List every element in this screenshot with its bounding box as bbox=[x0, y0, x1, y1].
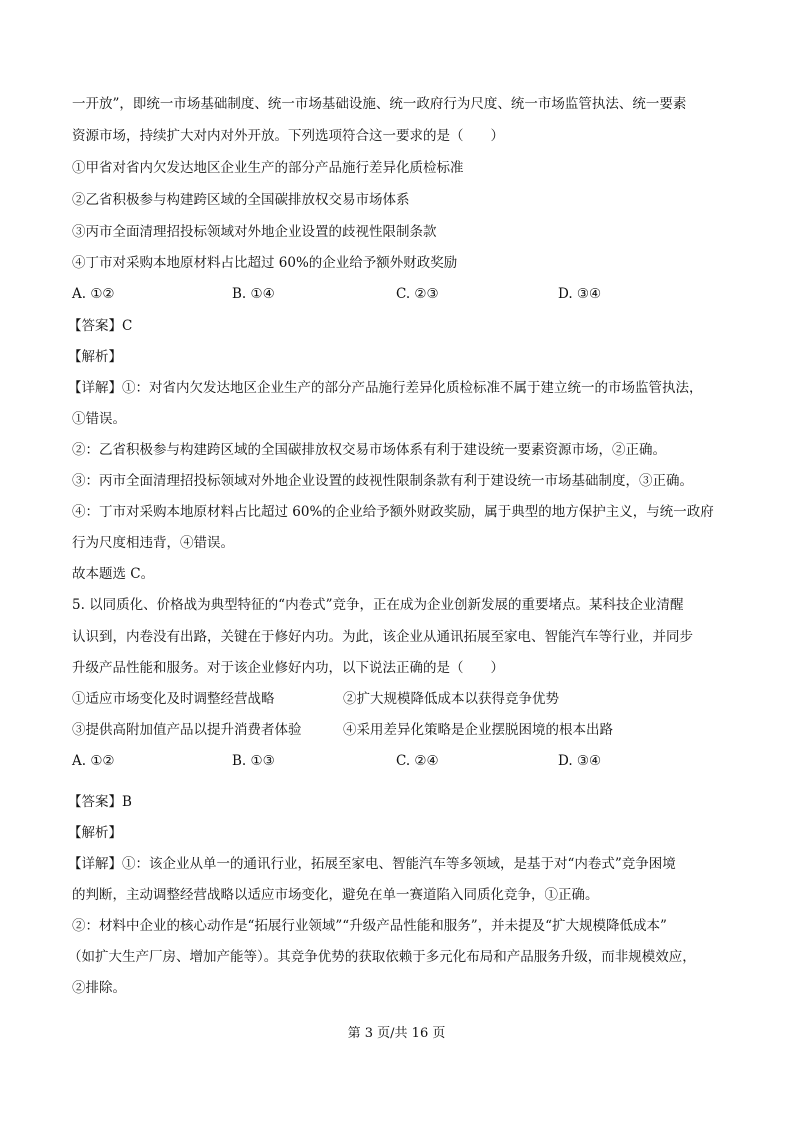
q4-explain-line-2: ①错误。 bbox=[72, 411, 126, 427]
q4-stem-line-2: 资源市场，持续扩大对内对外开放。下列选项符合这一要求的是（ ） bbox=[72, 128, 504, 144]
q5-stem-line-2: 认识到，内卷没有出路，关键在于修好内功。为此，该企业从通讯拓展至家电、智能汽车等行业，并同步 bbox=[72, 629, 693, 645]
q4-option-d: D. ③④ bbox=[558, 286, 602, 302]
q5-items-row-2 bbox=[72, 720, 732, 740]
q4-explain-line-4: ③：丙市全面清理招投标领域对外地企业设置的歧视性限制条款有利于建设统一市场基础制度，③正确。 bbox=[72, 473, 693, 489]
q5-item-3: ③提供高附加值产品以提升消费者体验 bbox=[72, 722, 302, 738]
q5-option-d: D. ③④ bbox=[558, 753, 602, 769]
q5-option-b: B. ①③ bbox=[232, 753, 275, 769]
q4-analysis-label: 【解析】 bbox=[68, 349, 122, 365]
q4-item-2: ②乙省积极参与构建跨区域的全国碳排放权交易市场体系 bbox=[72, 192, 410, 208]
q4-option-a: A. ①② bbox=[72, 286, 115, 302]
q4-option-c: C. ②③ bbox=[396, 286, 439, 302]
q4-explain-line-6: 行为尺度相违背，④错误。 bbox=[72, 535, 234, 551]
q5-explain-line-3: ②：材料中企业的核心动作是“拓展行业领域”“升级产品性能和服务”，并未提及“扩大规模降低成本” bbox=[72, 918, 667, 934]
q4-conclusion: 故本题选 C。 bbox=[72, 566, 155, 582]
q5-option-c: C. ②④ bbox=[396, 753, 439, 769]
q4-explain-line-1: 【详解】①：对省内欠发达地区企业生产的部分产品施行差异化质检标准不属于建立统一的市场监管执法， bbox=[68, 380, 703, 396]
q4-options bbox=[72, 284, 732, 304]
q5-item-4: ④采用差异化策略是企业摆脱困境的根本出路 bbox=[343, 722, 613, 738]
q5-explain-line-5: ②排除。 bbox=[72, 980, 126, 996]
page-number: 第 3 页/共 16 页 bbox=[347, 1026, 446, 1041]
q5-item-2: ②扩大规模降低成本以获得竞争优势 bbox=[343, 691, 559, 707]
q4-item-4: ④丁市对采购本地原材料占比超过 60%的企业给予额外财政奖励 bbox=[72, 255, 458, 271]
q5-options bbox=[72, 751, 732, 771]
q4-explain-line-3: ②：乙省积极参与构建跨区域的全国碳排放权交易市场体系有利于建设统一要素资源市场，②正确。 bbox=[72, 442, 666, 458]
q4-item-3: ③丙市全面清理招投标领域对外地企业设置的歧视性限制条款 bbox=[72, 224, 437, 240]
q5-explain-line-1: 【详解】①：该企业从单一的通讯行业，拓展至家电、智能汽车等多领域，是基于对“内卷式”竞争困境 bbox=[68, 856, 676, 872]
q5-items-row-1 bbox=[72, 689, 732, 709]
q4-stem-line-1: 一开放”，即统一市场基础制度、统一市场基础设施、统一政府行为尺度、统一市场监管执法、统一要素 bbox=[72, 96, 687, 112]
q5-explain-line-4: （如扩大生产厂房、增加产能等）。其竞争优势的获取依赖于多元化布局和产品服务升级，而非规模效应， bbox=[68, 949, 696, 965]
q5-explain-line-2: 的判断，主动调整经营战略以适应市场变化，避免在单一赛道陷入同质化竞争，①正确。 bbox=[72, 887, 599, 903]
q5-stem-line-3: 升级产品性能和服务。对于该企业修好内功，以下说法正确的是（ ） bbox=[72, 660, 504, 676]
q4-answer: 【答案】C bbox=[68, 318, 133, 334]
q4-option-b: B. ①④ bbox=[232, 286, 275, 302]
q5-option-a: A. ①② bbox=[72, 753, 115, 769]
q4-item-1: ①甲省对省内欠发达地区企业生产的部分产品施行差异化质检标准 bbox=[72, 160, 464, 176]
q5-item-1: ①适应市场变化及时调整经营战略 bbox=[72, 691, 275, 707]
q5-answer: 【答案】B bbox=[68, 794, 132, 810]
q5-stem-line-1: 5. 以同质化、价格战为典型特征的“内卷式”竞争，正在成为企业创新发展的重要堵点。某科技企业清醒 bbox=[72, 597, 684, 613]
q4-explain-line-5: ④：丁市对采购本地原材料占比超过 60%的企业给予额外财政奖励，属于典型的地方保护主义，与统一政府 bbox=[72, 504, 714, 520]
q5-analysis-label: 【解析】 bbox=[68, 825, 122, 841]
